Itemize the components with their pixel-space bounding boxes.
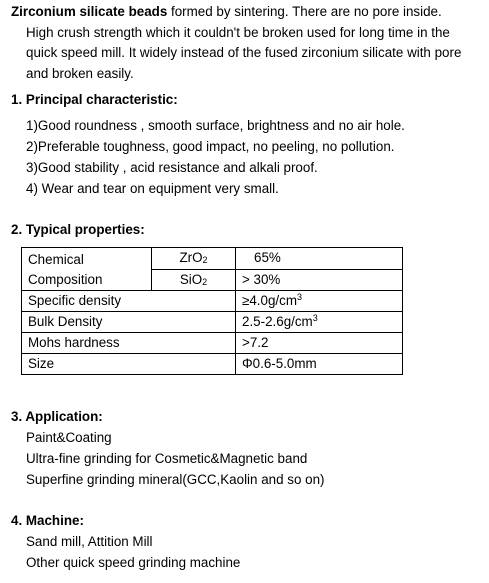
- list-item: Sand mill, Attition Mill: [26, 534, 153, 549]
- section-heading-application: 3. Application:: [11, 409, 103, 424]
- property-value: [236, 291, 403, 312]
- table-row: [22, 333, 403, 354]
- zro2-value: 65%: [236, 248, 403, 270]
- chemical-label-line-2: Composition: [28, 272, 103, 287]
- property-value: [236, 312, 403, 333]
- list-item: Other quick speed grinding machine: [26, 554, 241, 570]
- zro2-cell: [152, 248, 236, 270]
- property-label: Size: [22, 354, 236, 375]
- property-label: Bulk Density: [22, 312, 236, 333]
- zro2-subscript: 2: [202, 255, 208, 266]
- property-value-sup: 3: [296, 292, 302, 302]
- intro-line-2: High crush strength which it couldn't be broken used for long time in the: [26, 24, 450, 40]
- list-item: 3)Good stability , acid resistance and alkali proof.: [26, 159, 318, 175]
- list-item: Superfine grinding mineral(GCC,Kaolin and so on): [26, 471, 325, 487]
- list-item: 2)Preferable toughness, good impact, no peeling, no pollution.: [26, 138, 395, 154]
- list-item: 1)Good roundness , smooth surface, brightness and no air hole.: [26, 118, 405, 133]
- table-row: [22, 248, 403, 270]
- chemical-composition-label: [22, 248, 152, 291]
- list-item: Paint&Coating: [26, 430, 112, 445]
- list-item: Ultra-fine grinding for Cosmetic&Magnetic band: [26, 450, 308, 466]
- property-value: Φ0.6-5.0mm: [236, 354, 403, 375]
- characteristic-list: [26, 116, 405, 200]
- property-value-text: 2.5-2.6g/cm: [242, 314, 313, 329]
- intro-paragraph: [11, 2, 483, 84]
- property-value: >7.2: [236, 333, 403, 354]
- table-row: [22, 312, 403, 333]
- intro-line-1-rest: formed by sintering. There are no pore inside.: [167, 4, 442, 19]
- intro-line-4: and broken easily.: [26, 65, 134, 81]
- intro-line-3: quick speed mill. It widely instead of the fused zirconium silicate with pore: [26, 45, 462, 60]
- sio2-subscript: 2: [202, 276, 208, 287]
- property-label: Mohs hardness: [22, 333, 236, 354]
- section-heading-properties: 2. Typical properties:: [11, 222, 145, 237]
- property-value-text: ≥4.0g/cm: [242, 293, 297, 308]
- property-value-sup: 3: [312, 313, 318, 323]
- sio2-formula: SiO: [179, 271, 203, 287]
- intro-line-1: [11, 2, 483, 23]
- section-heading-machine: 4. Machine:: [11, 513, 84, 528]
- table-row: [22, 291, 403, 312]
- property-label: Specific density: [22, 291, 236, 312]
- chemical-label-line-1: Chemical: [28, 252, 84, 267]
- zro2-formula: ZrO: [179, 250, 203, 266]
- sio2-value: > 30%: [236, 269, 403, 291]
- intro-lead: Zirconium silicate beads: [11, 4, 168, 19]
- section-heading-characteristic: 1. Principal characteristic:: [11, 92, 178, 107]
- table-row: [22, 354, 403, 375]
- properties-table: [21, 247, 403, 375]
- sio2-cell: [152, 269, 236, 291]
- list-item: 4) Wear and tear on equipment very small.: [26, 180, 279, 196]
- machine-list: [26, 532, 240, 574]
- application-list: [26, 428, 324, 491]
